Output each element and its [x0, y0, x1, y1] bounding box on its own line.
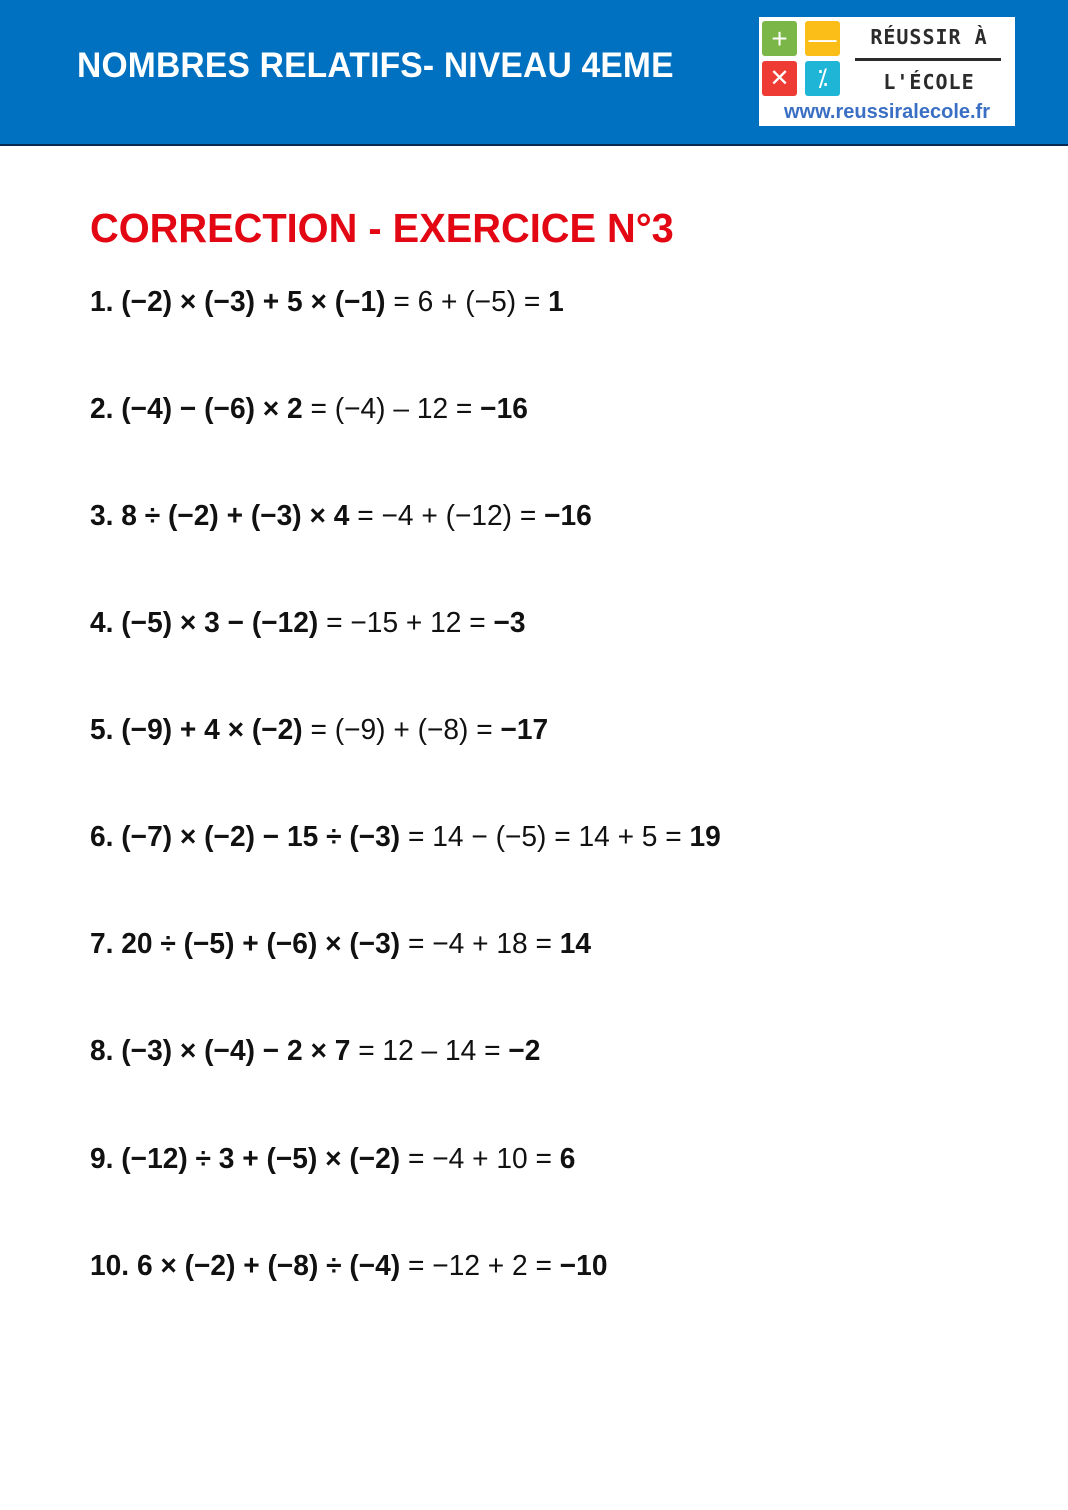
exercise-expression: (−3) × (−4) − 2 × 7: [121, 1035, 351, 1067]
exercise-steps: = −4 + 10 =: [408, 1143, 552, 1175]
exercise-line: [90, 500, 592, 533]
logo-url-link[interactable]: www.reussiralecole.fr: [783, 101, 990, 123]
minus-icon: —: [805, 21, 840, 56]
exercise-line: [90, 286, 564, 319]
exercise-steps: = 14 − (−5) = 14 + 5 =: [408, 821, 682, 853]
exercise-number: 2.: [90, 393, 114, 425]
exercise-number: 5.: [90, 714, 114, 746]
exercise-line: [90, 928, 591, 961]
exercise-line: [90, 1035, 540, 1068]
exercise-line: [90, 393, 528, 426]
exercise-result: 14: [559, 928, 592, 960]
exercise-steps: = −4 + 18 =: [408, 928, 552, 960]
exercise-steps: = −4 + (−12) =: [357, 500, 537, 532]
exercise-expression: (−2) × (−3) + 5 × (−1): [121, 286, 386, 318]
exercise-line: [90, 1143, 575, 1176]
exercise-expression: (−12) ÷ 3 + (−5) × (−2): [121, 1143, 401, 1175]
exercise-steps: = (−9) + (−8) =: [310, 714, 493, 746]
exercise-expression: 6 × (−2) + (−8) ÷ (−4): [136, 1250, 401, 1282]
exercise-result: −16: [480, 393, 528, 425]
exercise-expression: (−7) × (−2) − 15 ÷ (−3): [121, 821, 401, 853]
exercise-steps: = 12 – 14 =: [358, 1035, 501, 1067]
exercise-number: 9.: [90, 1143, 114, 1175]
exercise-number: 7.: [90, 928, 114, 960]
section-title: CORRECTION - EXERCICE N°3: [90, 205, 674, 251]
exercise-expression: 20 ÷ (−5) + (−6) × (−3): [121, 928, 401, 960]
logo-text-line2: L'ÉCOLE: [883, 70, 975, 94]
header-title: NOMBRES RELATIFS- NIVEAU 4EME: [77, 46, 674, 85]
times-icon: ✕: [762, 61, 797, 96]
exercise-result: 1: [548, 286, 564, 318]
exercise-number: 4.: [90, 607, 114, 639]
site-logo[interactable]: [759, 17, 1015, 126]
exercise-result: 6: [559, 1143, 576, 1175]
percent-icon: ⁒: [805, 61, 840, 96]
plus-icon: +: [762, 21, 797, 56]
exercise-number: 10.: [90, 1250, 130, 1282]
exercise-number: 8.: [90, 1035, 114, 1067]
page-header: [0, 0, 1068, 146]
exercise-line: [90, 821, 721, 854]
exercise-steps: = −12 + 2 =: [408, 1250, 552, 1282]
exercise-result: −16: [544, 500, 592, 532]
exercise-steps: = 6 + (−5) =: [393, 286, 541, 318]
exercise-expression: (−5) × 3 − (−12): [121, 607, 319, 639]
exercise-expression: (−9) + 4 × (−2): [121, 714, 303, 746]
exercise-result: 19: [689, 821, 721, 853]
exercise-number: 6.: [90, 821, 114, 853]
exercise-result: −3: [493, 607, 526, 639]
exercise-line: [90, 607, 526, 640]
exercise-line: [90, 714, 548, 747]
logo-divider: [855, 58, 1001, 61]
exercise-expression: 8 ÷ (−2) + (−3) × 4: [121, 500, 350, 532]
exercise-steps: = (−4) – 12 =: [310, 393, 473, 425]
exercise-result: −17: [500, 714, 549, 746]
exercise-steps: = −15 + 12 =: [326, 607, 486, 639]
exercise-number: 3.: [90, 500, 114, 532]
exercise-number: 1.: [90, 286, 114, 318]
exercise-expression: (−4) − (−6) × 2: [121, 393, 303, 425]
exercise-result: −2: [508, 1035, 541, 1067]
exercise-line: [90, 1250, 607, 1283]
exercise-result: −10: [559, 1250, 608, 1282]
logo-text-line1: RÉUSSIR À: [870, 25, 988, 49]
